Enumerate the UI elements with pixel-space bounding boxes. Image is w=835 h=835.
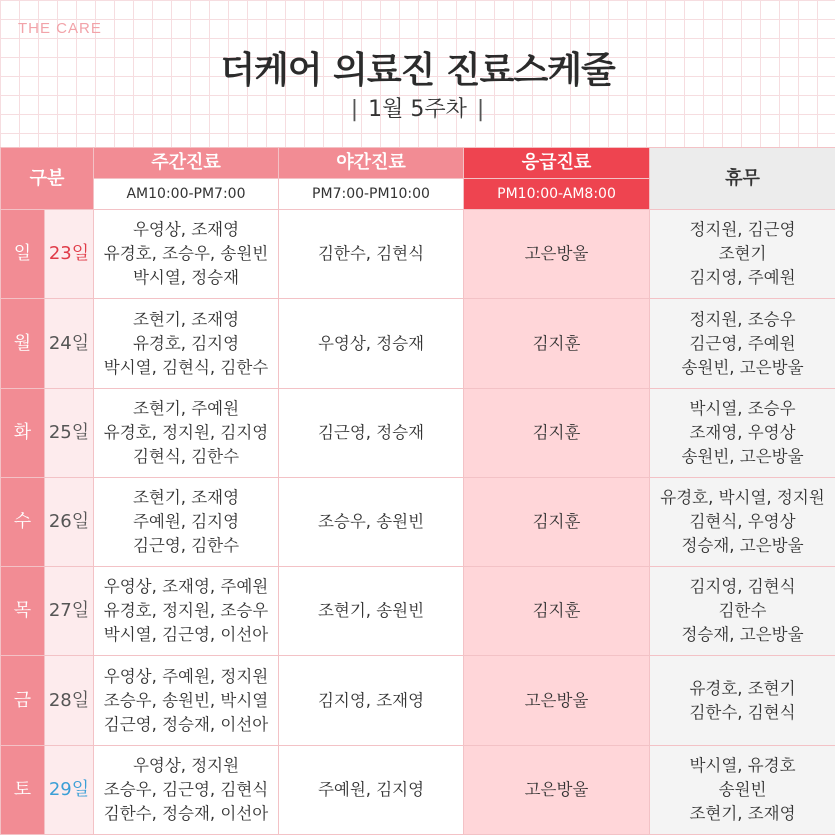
date-cell: 24일	[45, 299, 94, 388]
name-line: 김근영, 주예원	[689, 333, 796, 353]
name-line: 정지원, 김근영	[689, 220, 796, 240]
name-line: 송원빈, 고은방울	[681, 357, 804, 377]
name-line: 김현식, 김한수	[132, 446, 240, 466]
day-shift-cell	[94, 656, 279, 745]
name-line: 김현식, 우영상	[689, 512, 796, 532]
off-cell	[650, 477, 835, 566]
table-row	[1, 299, 835, 388]
day-shift-cell	[94, 388, 279, 477]
name-line: 송원빈	[718, 779, 767, 799]
night-shift-cell	[279, 745, 464, 834]
name-line: 고은방울	[524, 779, 589, 799]
name-line: 박시열, 정승재	[132, 268, 240, 288]
page-subtitle	[0, 92, 835, 123]
name-line: 김지훈	[532, 422, 581, 442]
name-line: 우영상, 조재영, 주예원	[103, 577, 269, 597]
name-line: 정승재, 고은방울	[681, 536, 804, 556]
name-line: 유경호, 정지원, 조승우	[103, 601, 269, 621]
divider: |	[350, 97, 359, 122]
name-line: 조승우, 김근영, 김현식	[103, 779, 269, 799]
table-row	[1, 656, 835, 745]
name-line: 조승우, 송원빈, 박시열	[103, 690, 269, 710]
name-line: 유경호, 정지원, 김지영	[103, 422, 269, 442]
name-line: 조현기, 주예원	[132, 398, 240, 418]
off-cell	[650, 745, 835, 834]
name-line: 송원빈, 고은방울	[681, 446, 804, 466]
name-line: 박시열, 유경호	[689, 755, 796, 775]
header-night-time: PM7:00-PM10:00	[279, 179, 464, 210]
emergency-cell	[464, 745, 650, 834]
emergency-cell	[464, 299, 650, 388]
name-line: 정지원, 조승우	[689, 309, 796, 329]
name-line: 주예원, 김지영	[317, 779, 425, 799]
night-shift-cell	[279, 477, 464, 566]
date-cell: 29일	[45, 745, 94, 834]
emergency-cell	[464, 477, 650, 566]
name-line: 김지영, 김현식	[689, 577, 796, 597]
off-cell	[650, 299, 835, 388]
date-cell: 26일	[45, 477, 94, 566]
name-line: 김근영, 정승재	[317, 422, 425, 442]
weekday-cell: 월	[1, 299, 45, 388]
name-line: 조현기, 조재영	[132, 488, 240, 508]
name-line: 정승재, 고은방울	[681, 625, 804, 645]
day-shift-cell	[94, 745, 279, 834]
night-shift-cell	[279, 388, 464, 477]
emergency-cell	[464, 388, 650, 477]
table-row	[1, 745, 835, 834]
header-emergency: 응급진료	[464, 148, 650, 179]
week-label: 1월 5주차	[368, 97, 467, 122]
date-cell: 27일	[45, 567, 94, 656]
emergency-cell	[464, 567, 650, 656]
weekday-cell: 토	[1, 745, 45, 834]
table-row	[1, 567, 835, 656]
day-shift-cell	[94, 567, 279, 656]
name-line: 박시열, 조승우	[689, 398, 796, 418]
header-emergency-time: PM10:00-AM8:00	[464, 179, 650, 210]
table-row	[1, 210, 835, 299]
emergency-cell	[464, 210, 650, 299]
name-line: 우영상, 조재영	[132, 220, 240, 240]
name-line: 김근영, 김한수	[132, 536, 240, 556]
name-line: 김지훈	[532, 512, 581, 532]
table-row	[1, 477, 835, 566]
name-line: 조현기, 송원빈	[317, 601, 425, 621]
name-line: 김지훈	[532, 601, 581, 621]
night-shift-cell	[279, 567, 464, 656]
header-category: 구분	[1, 148, 94, 210]
header-day-time: AM10:00-PM7:00	[94, 179, 279, 210]
night-shift-cell	[279, 299, 464, 388]
date-cell: 23일	[45, 210, 94, 299]
table-row	[1, 388, 835, 477]
off-cell	[650, 388, 835, 477]
name-line: 주예원, 김지영	[132, 512, 240, 532]
name-line: 김지영, 조재영	[317, 690, 425, 710]
off-cell	[650, 656, 835, 745]
name-line: 유경호, 박시열, 정지원	[660, 488, 825, 508]
brand-logo-text: THE CARE	[18, 20, 102, 37]
name-line: 유경호, 김지영	[132, 333, 240, 353]
weekday-cell: 목	[1, 567, 45, 656]
name-line: 고은방울	[524, 690, 589, 710]
name-line: 조현기	[718, 244, 767, 264]
name-line: 박시열, 김현식, 김한수	[103, 357, 269, 377]
name-line: 김지훈	[532, 333, 581, 353]
name-line: 유경호, 조승우, 송원빈	[103, 244, 269, 264]
date-cell: 25일	[45, 388, 94, 477]
day-shift-cell	[94, 477, 279, 566]
name-line: 조재영, 우영상	[689, 422, 796, 442]
weekday-cell: 일	[1, 210, 45, 299]
night-shift-cell	[279, 210, 464, 299]
off-cell	[650, 210, 835, 299]
page-title: 더케어 의료진 진료스케줄	[220, 50, 615, 91]
day-shift-cell	[94, 210, 279, 299]
schedule-table	[0, 147, 835, 835]
name-line: 조현기, 조재영	[689, 803, 796, 823]
name-line: 유경호, 조현기	[689, 678, 796, 698]
name-line: 김지영, 주예원	[689, 268, 796, 288]
name-line: 김근영, 정승재, 이선아	[103, 714, 269, 734]
name-line: 김한수, 정승재, 이선아	[103, 803, 269, 823]
name-line: 조현기, 조재영	[132, 309, 240, 329]
header-night-shift: 야간진료	[279, 148, 464, 179]
name-line: 우영상, 정지원	[132, 755, 240, 775]
divider: |	[476, 97, 485, 122]
weekday-cell: 화	[1, 388, 45, 477]
emergency-cell	[464, 656, 650, 745]
night-shift-cell	[279, 656, 464, 745]
name-line: 우영상, 정승재	[317, 333, 425, 353]
name-line: 김한수	[718, 601, 767, 621]
weekday-cell: 수	[1, 477, 45, 566]
name-line: 박시열, 김근영, 이선아	[103, 625, 269, 645]
name-line: 우영상, 주예원, 정지원	[103, 666, 269, 686]
header-day-shift: 주간진료	[94, 148, 279, 179]
date-cell: 28일	[45, 656, 94, 745]
off-cell	[650, 567, 835, 656]
name-line: 김한수, 김현식	[317, 244, 425, 264]
name-line: 김한수, 김현식	[689, 702, 796, 722]
name-line: 고은방울	[524, 244, 589, 264]
name-line: 조승우, 송원빈	[317, 512, 425, 532]
header-off: 휴무	[650, 148, 835, 210]
day-shift-cell	[94, 299, 279, 388]
weekday-cell: 금	[1, 656, 45, 745]
